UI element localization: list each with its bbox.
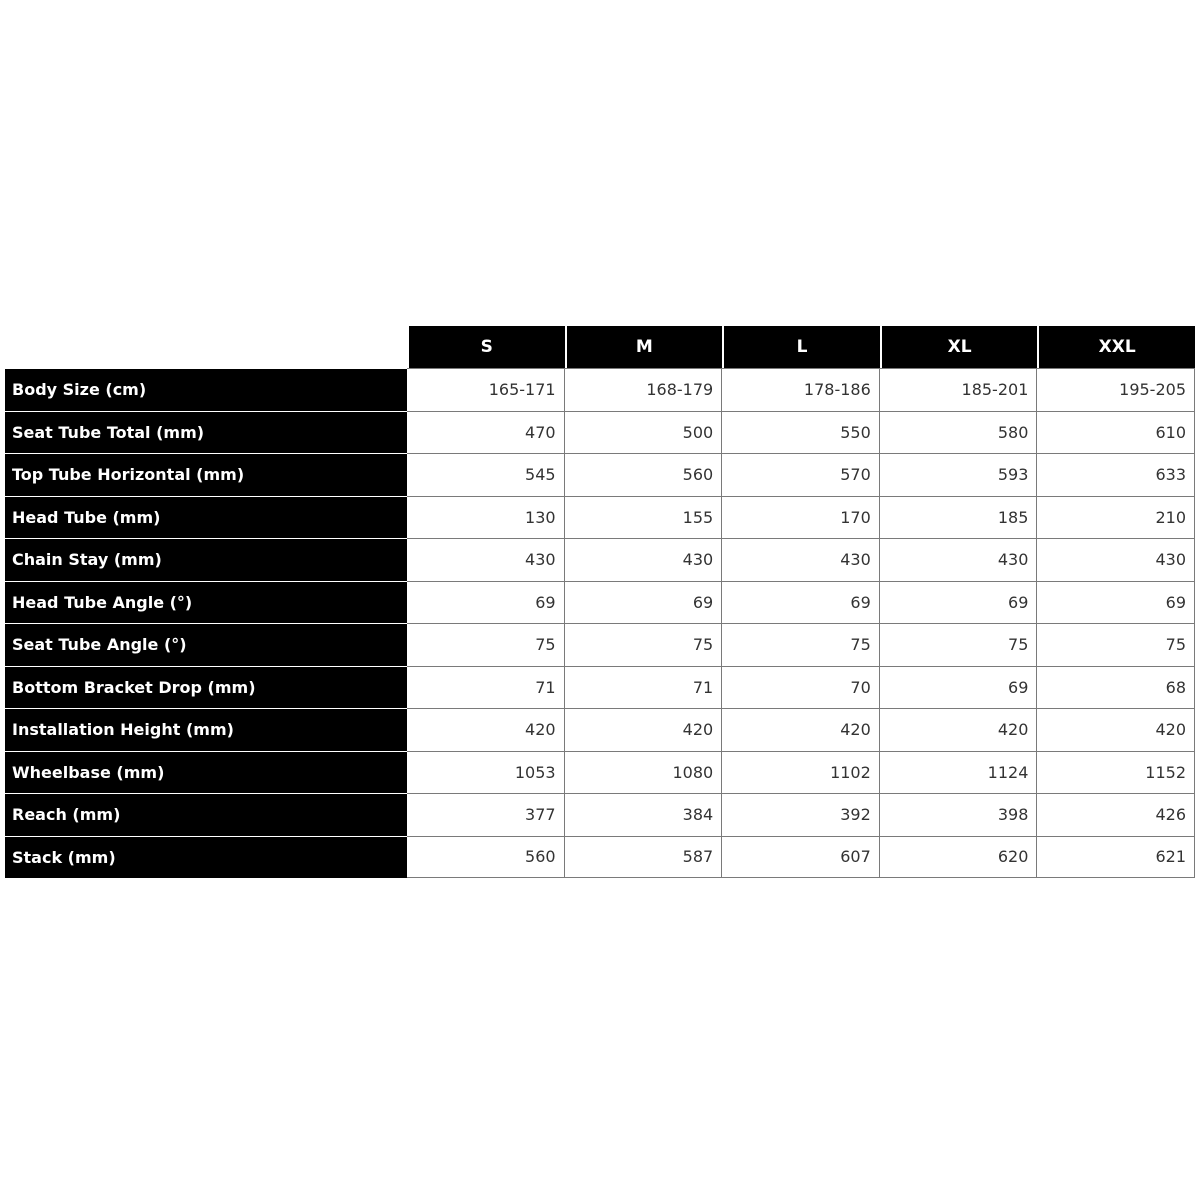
value-cell-xxl: 69 [1037, 581, 1195, 624]
value-cell-xl: 185 [880, 496, 1038, 539]
value-cell-xxl: 426 [1037, 793, 1195, 836]
value-cell-xl: 420 [880, 708, 1038, 751]
table-row [5, 708, 1195, 751]
value-cell-l: 550 [722, 411, 880, 454]
value-cell-xxl: 621 [1037, 836, 1195, 879]
value-cell-m: 430 [565, 538, 723, 581]
value-cell-l: 392 [722, 793, 880, 836]
value-cell-m: 155 [565, 496, 723, 539]
value-cell-s: 545 [407, 453, 565, 496]
value-cell-s: 1053 [407, 751, 565, 794]
value-cell-l: 75 [722, 623, 880, 666]
value-cell-s: 420 [407, 708, 565, 751]
value-cell-m: 69 [565, 581, 723, 624]
size-header-xxl: XXL [1037, 326, 1195, 368]
table-row [5, 538, 1195, 581]
value-cell-s: 130 [407, 496, 565, 539]
value-cell-xxl: 68 [1037, 666, 1195, 709]
value-cell-l: 570 [722, 453, 880, 496]
size-header-l: L [722, 326, 880, 368]
value-cell-xl: 398 [880, 793, 1038, 836]
row-label: Installation Height (mm) [5, 708, 407, 751]
value-cell-xl: 1124 [880, 751, 1038, 794]
value-cell-xl: 75 [880, 623, 1038, 666]
value-cell-xxl: 420 [1037, 708, 1195, 751]
value-cell-m: 71 [565, 666, 723, 709]
table-row [5, 453, 1195, 496]
table-row [5, 581, 1195, 624]
value-cell-l: 170 [722, 496, 880, 539]
table-row [5, 368, 1195, 411]
table-row [5, 836, 1195, 879]
size-header-xl: XL [880, 326, 1038, 368]
size-header-s: S [407, 326, 565, 368]
row-label: Bottom Bracket Drop (mm) [5, 666, 407, 709]
value-cell-xxl: 75 [1037, 623, 1195, 666]
value-cell-xxl: 1152 [1037, 751, 1195, 794]
value-cell-xl: 620 [880, 836, 1038, 879]
value-cell-xl: 185-201 [880, 368, 1038, 411]
value-cell-m: 75 [565, 623, 723, 666]
geometry-table [5, 326, 1195, 878]
value-cell-l: 69 [722, 581, 880, 624]
table-row [5, 666, 1195, 709]
value-cell-s: 75 [407, 623, 565, 666]
value-cell-m: 1080 [565, 751, 723, 794]
value-cell-s: 430 [407, 538, 565, 581]
value-cell-m: 420 [565, 708, 723, 751]
value-cell-s: 470 [407, 411, 565, 454]
row-label: Seat Tube Total (mm) [5, 411, 407, 454]
row-label: Seat Tube Angle (°) [5, 623, 407, 666]
value-cell-xxl: 210 [1037, 496, 1195, 539]
table-row [5, 411, 1195, 454]
row-label: Chain Stay (mm) [5, 538, 407, 581]
row-label: Reach (mm) [5, 793, 407, 836]
value-cell-s: 165-171 [407, 368, 565, 411]
value-cell-m: 587 [565, 836, 723, 879]
value-cell-xl: 580 [880, 411, 1038, 454]
row-label: Body Size (cm) [5, 368, 407, 411]
value-cell-l: 420 [722, 708, 880, 751]
size-header-row [5, 326, 1195, 368]
value-cell-m: 560 [565, 453, 723, 496]
value-cell-xxl: 430 [1037, 538, 1195, 581]
row-label: Head Tube Angle (°) [5, 581, 407, 624]
row-label: Head Tube (mm) [5, 496, 407, 539]
value-cell-l: 1102 [722, 751, 880, 794]
value-cell-s: 560 [407, 836, 565, 879]
value-cell-l: 70 [722, 666, 880, 709]
value-cell-s: 377 [407, 793, 565, 836]
table-row [5, 793, 1195, 836]
table-row [5, 496, 1195, 539]
geometry-table-body [5, 368, 1195, 878]
value-cell-m: 500 [565, 411, 723, 454]
value-cell-xxl: 633 [1037, 453, 1195, 496]
value-cell-s: 71 [407, 666, 565, 709]
value-cell-xl: 69 [880, 666, 1038, 709]
empty-corner-cell [5, 326, 407, 368]
value-cell-m: 168-179 [565, 368, 723, 411]
value-cell-xxl: 195-205 [1037, 368, 1195, 411]
value-cell-l: 178-186 [722, 368, 880, 411]
value-cell-xxl: 610 [1037, 411, 1195, 454]
row-label: Wheelbase (mm) [5, 751, 407, 794]
value-cell-l: 430 [722, 538, 880, 581]
value-cell-xl: 430 [880, 538, 1038, 581]
value-cell-s: 69 [407, 581, 565, 624]
row-label: Top Tube Horizontal (mm) [5, 453, 407, 496]
table-row [5, 751, 1195, 794]
value-cell-xl: 593 [880, 453, 1038, 496]
value-cell-xl: 69 [880, 581, 1038, 624]
table-row [5, 623, 1195, 666]
value-cell-m: 384 [565, 793, 723, 836]
row-label: Stack (mm) [5, 836, 407, 879]
size-header-m: M [565, 326, 723, 368]
value-cell-l: 607 [722, 836, 880, 879]
